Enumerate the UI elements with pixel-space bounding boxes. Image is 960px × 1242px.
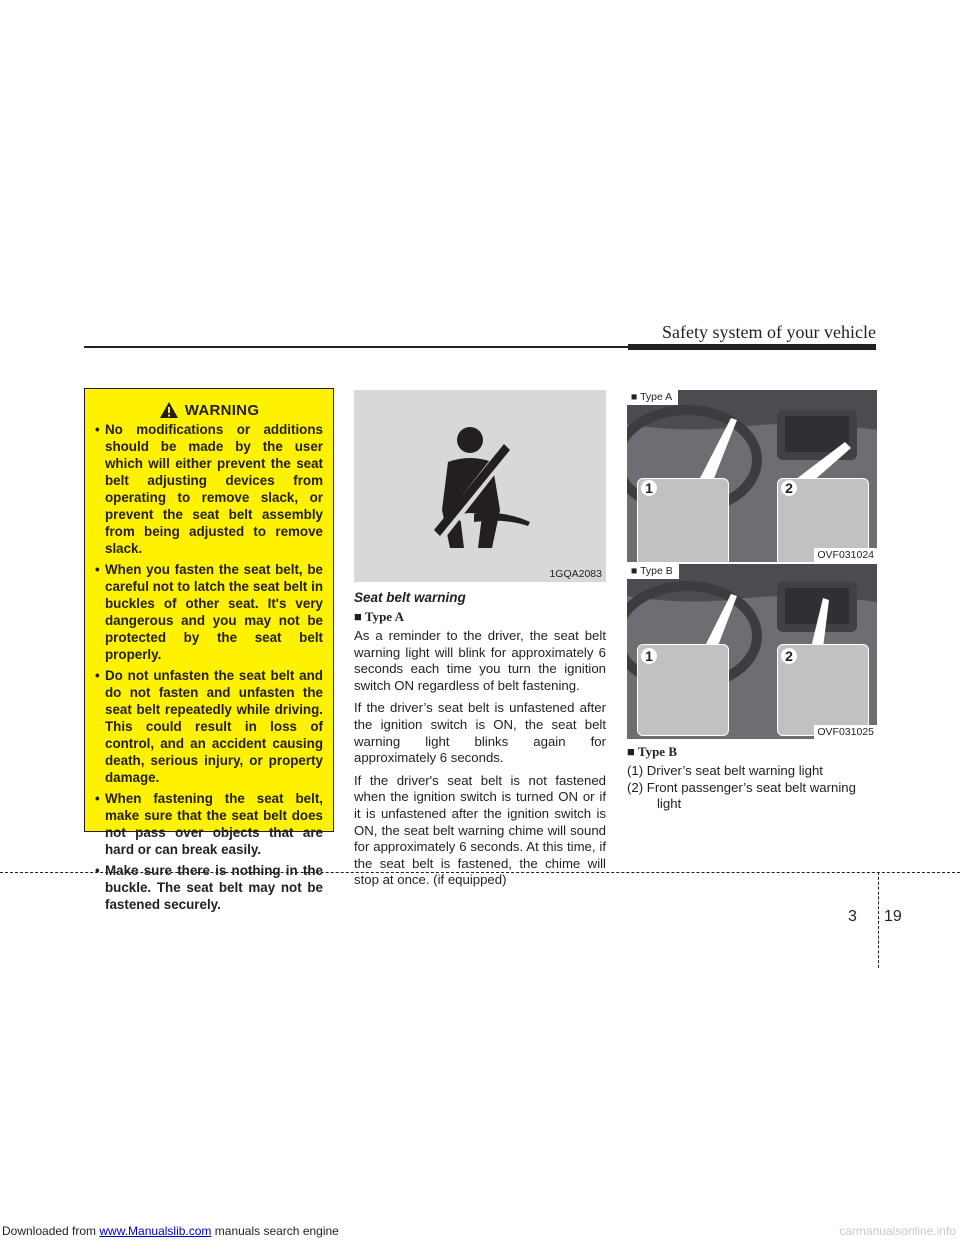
footer-divider	[878, 872, 879, 968]
list-item: (2) Front passenger’s seat belt warning light	[627, 779, 856, 812]
warning-item: • When you fasten the seat belt, be careful not to latch the seat belt in buckles of other seat. It's very dangerous and you may not be protected by the seat belt properly.	[95, 562, 323, 662]
figure-type-label: ■ Type B	[627, 564, 679, 579]
warning-item: • Make sure there is nothing in the buckle. The seat belt may not be fastened securely.	[95, 863, 323, 912]
seat-belt-icon	[354, 390, 606, 582]
warning-list	[95, 421, 323, 913]
body-paragraph: If the driver's seat belt is not fastened when the ignition switch is turned ON or if it is unfastened after the ignition switch is ON, the seat belt warning chime will sound for approximately 6 seconds. At this time, if the seat belt is fastened, the chime will stop at once. (if equipped)	[354, 772, 606, 888]
figure-code: OVF031024	[814, 548, 877, 562]
footer-rule	[0, 872, 960, 873]
warning-header	[95, 401, 323, 419]
section-title: Safety system of your vehicle	[662, 322, 876, 342]
page-number: 19	[884, 908, 902, 925]
body-paragraph: As a reminder to the driver, the seat belt warning light will blink for approximately 6 seconds each time you turn the ignition switch ON regardless of belt fastening.	[354, 628, 606, 693]
warning-title: WARNING	[184, 401, 260, 419]
type-b-label: ■ Type B	[627, 744, 677, 759]
warning-box	[84, 388, 334, 912]
figure-type-label: ■ Type A	[627, 390, 678, 405]
callout-number: 1	[641, 480, 657, 496]
dashboard-figure-type-b	[627, 564, 877, 739]
figure-code: 1GQA2083	[549, 568, 602, 580]
figure-code: OVF031025	[814, 725, 877, 739]
callout-number: 2	[781, 480, 797, 496]
warning-item: • No modifications or additions should be made by the user which will either prevent the seat belt adjusting devices from operating to remove slack, or prevent the seat belt assembly from being adjusted to remove slack.	[95, 422, 323, 556]
dashboard-figure-type-a	[627, 390, 877, 562]
callout-number: 2	[781, 648, 797, 664]
warning-item: • When fastening the seat belt, make sure that the seat belt does not pass over objects that are hard or can break easily.	[95, 791, 323, 857]
warning-item: • Do not unfasten the seat belt and do not fasten and unfasten the seat belt repeatedly while driving. This could result in loss of control, and an accident causing death, serious injury, or property damage.	[95, 668, 323, 785]
warning-triangle-icon	[159, 401, 179, 419]
type-a-label: ■ Type A	[354, 609, 404, 624]
seat-belt-warning-section	[354, 590, 606, 895]
watermark: carmanualsonline.info	[839, 1224, 956, 1238]
section-subheading: Seat belt warning	[354, 590, 466, 605]
list-item: (1) Driver’s seat belt warning light	[627, 763, 823, 778]
header-tab-bar	[628, 344, 876, 350]
callout-number: 1	[641, 648, 657, 664]
manualslib-link[interactable]: www.Manualslib.com	[99, 1224, 212, 1238]
type-b-section	[627, 744, 877, 813]
body-paragraph: If the driver’s seat belt is unfastened after the ignition switch is ON, the seat belt warning light blinks again for approximately 6 seconds.	[354, 700, 606, 766]
seat-belt-figure	[354, 390, 606, 582]
download-banner: Downloaded from www.Manualslib.com manuals search engine	[2, 1224, 339, 1238]
chapter-number: 3	[848, 908, 857, 925]
